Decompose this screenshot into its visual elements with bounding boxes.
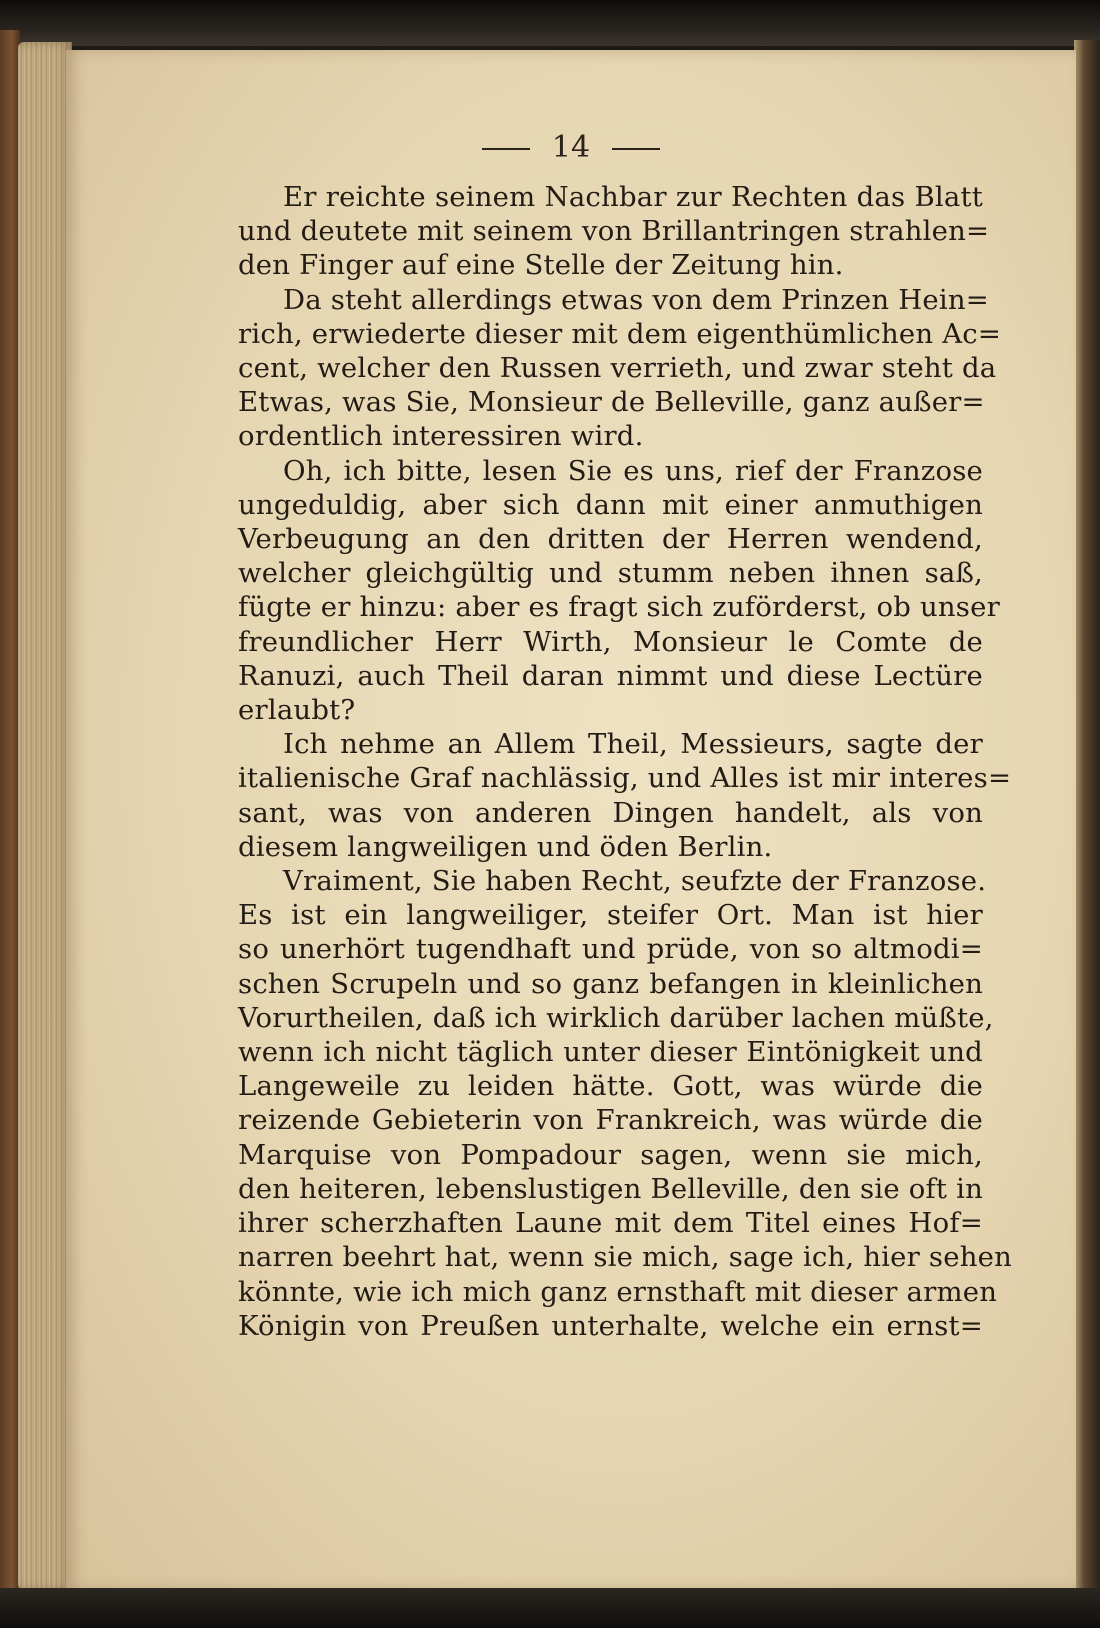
text-line: ordentlich interessiren wird. [238,420,644,453]
text-line: Oh, ich bitte, lesen Sie es uns, rief der Franzose [283,454,983,487]
text-line: Es ist ein langweiliger, steifer Ort. Man ist hier [238,899,983,932]
paragraph [238,180,990,283]
text-line: Da steht allerdings etwas von dem Prinzen Hein= [283,283,990,316]
text-line: freundlicher Herr Wirth, Monsieur le Comte de [238,625,983,658]
text-line: cent, welcher den Russen verrieth, und zwar steht da [238,352,997,385]
text-line: rich, erwiederte dieser mit dem eigenthümlichen Ac= [238,317,1002,350]
binding-edge-top [0,0,1100,46]
text-line: den Finger auf eine Stelle der Zeitung hin. [238,249,844,282]
text-line: Königin von Preußen unterhalte, welche ein ernst= [238,1309,983,1342]
text-line: Langeweile zu leiden hätte. Gott, was würde die [238,1070,983,1103]
text-line: diesem langweiligen und öden Berlin. [238,830,773,863]
text-line: narren beehrt hat, wenn sie mich, sage ich, hier sehen [238,1241,1013,1274]
text-line: ihrer scherzhaften Laune mit dem Titel eines Hof= [238,1207,983,1240]
text-line: so unerhört tugendhaft und prüde, von so altmodi= [238,933,983,966]
paragraph [238,727,1012,864]
text-line: Ranuzi, auch Theil daran nimmt und diese Lectüre [238,659,983,692]
book-cover-left [0,30,20,1600]
text-line: Ich nehme an Allem Theil, Messieurs, sagte der [283,728,983,761]
body-text [238,180,1013,1343]
text-line: Etwas, was Sie, Monsieur de Belleville, ganz außer= [238,386,985,419]
page-edges-stack [18,42,72,1590]
text-line: wenn ich nicht täglich unter dieser Eintönigkeit und [238,1036,983,1069]
text-line: den heiteren, lebenslustigen Belleville, den sie oft in [238,1172,983,1205]
text-line: Vorurtheilen, daß ich wirklich darüber lachen müßte, [238,1001,994,1034]
header-dash-left [482,148,530,150]
book-cover-right [1074,40,1100,1590]
text-line: könnte, wie ich mich ganz ernsthaft mit dieser armen [238,1275,998,1308]
text-line: welcher gleichgültig und stumm neben ihnen saß, [238,557,983,590]
text-line: schen Scrupeln und so ganz befangen in kleinlichen [238,967,983,1000]
text-line: Er reichte seinem Nachbar zur Rechten das Blatt [283,181,983,213]
paragraph [238,864,1013,1343]
paragraph [238,283,1002,454]
text-line: italienische Graf nachlässig, und Alles ist mir interes= [238,762,1012,795]
paragraph [238,454,1000,728]
text-line: reizende Gebieterin von Frankreich, was würde die [238,1104,983,1137]
page-sheet [66,50,1076,1590]
text-line: ungeduldig, aber sich dann mit einer anmuthigen [238,488,983,521]
page-header [66,130,1076,165]
text-line: Vraiment, Sie haben Recht, seufzte der Franzose. [283,865,987,898]
text-line: fügte er hinzu: aber es fragt sich zuförderst, ob unser [238,591,1000,624]
page-number: 14 [551,130,591,165]
header-dash-right [612,148,660,150]
text-line: sant, was von anderen Dingen handelt, als von [238,796,983,829]
text-line: erlaubt? [238,694,356,727]
binding-edge-bottom [0,1588,1100,1628]
text-line: Verbeugung an den dritten der Herren wendend, [238,523,983,556]
text-line: Marquise von Pompadour sagen, wenn sie mich, [238,1138,983,1171]
text-line: und deutete mit seinem von Brillantringen strahlen= [238,215,990,248]
